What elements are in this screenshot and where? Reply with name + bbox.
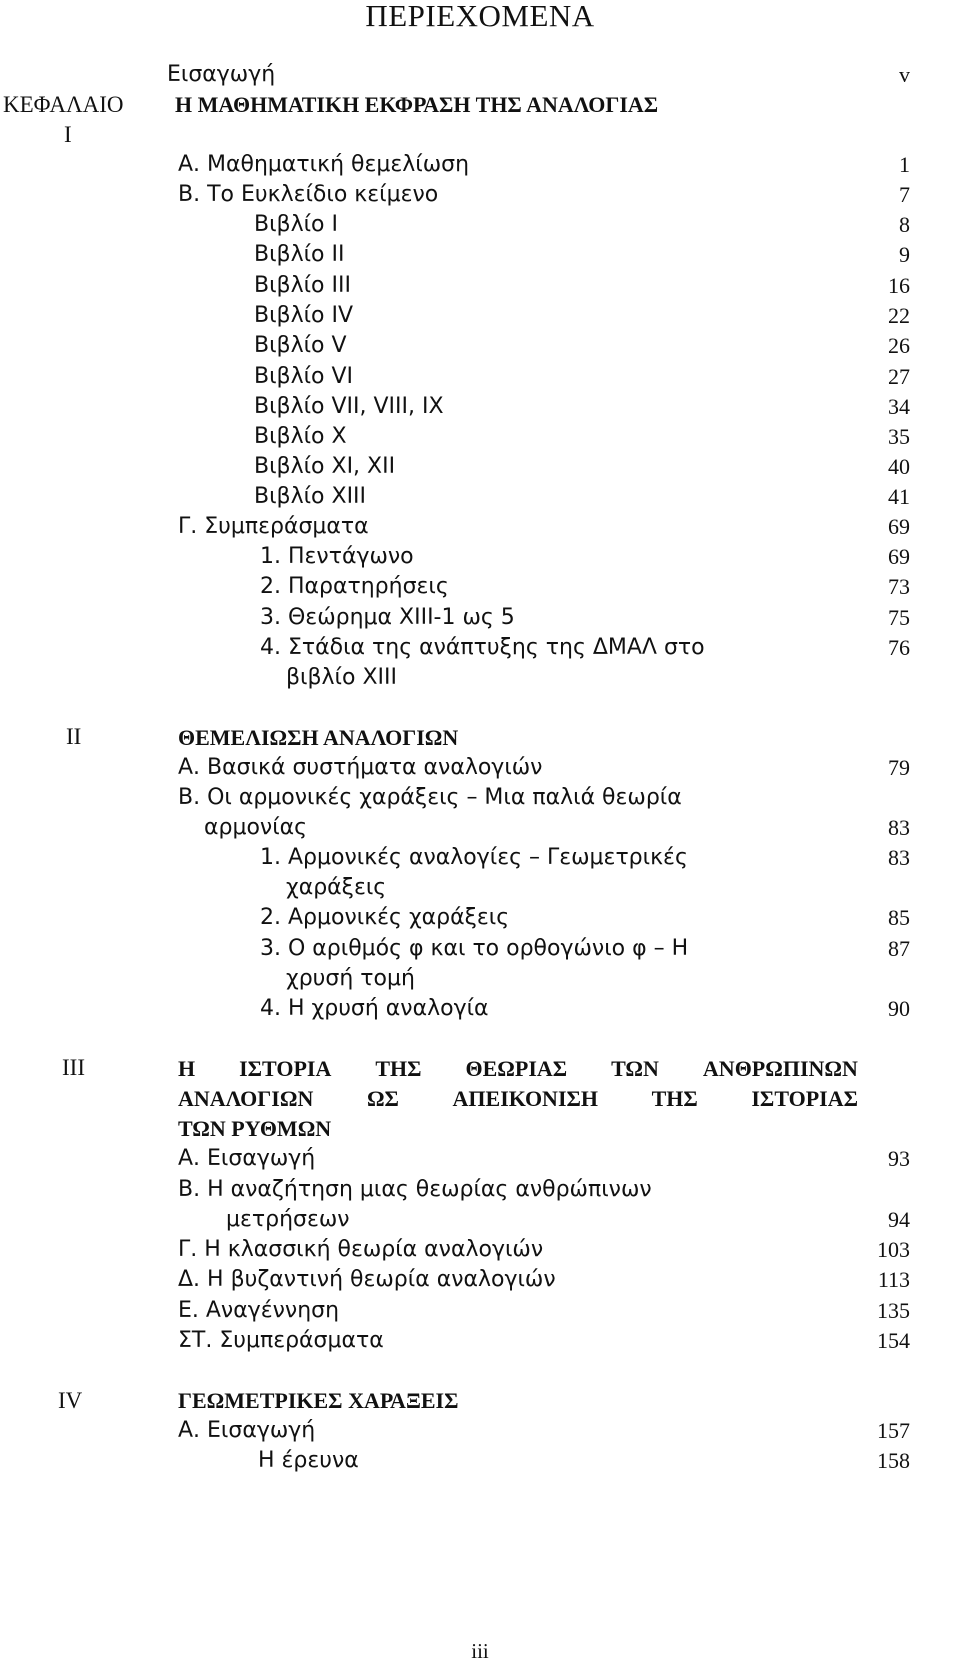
toc-entry: Βιβλίο ΧΙ, ΧΙΙ — [254, 454, 396, 479]
toc-entry: 4. Στάδια της ανάπτυξης της ΔΜΑΛ στο — [260, 635, 705, 660]
chapter-number: IV — [58, 1388, 83, 1413]
toc-entry: Βιβλίο VI — [254, 364, 354, 389]
toc-page: 90 — [888, 996, 910, 1021]
toc-entry: 3. Θεώρημα ΧΙΙΙ-1 ως 5 — [260, 605, 515, 630]
toc-page: 154 — [877, 1328, 910, 1353]
toc-page: 79 — [888, 755, 910, 780]
toc-page: 27 — [888, 364, 910, 389]
toc-entry: Β. Οι αρμονικές χαράξεις – Μια παλιά θεωρία — [178, 785, 682, 810]
title-word: ΩΣ — [366, 1086, 399, 1111]
chapter-title-line — [178, 1085, 858, 1113]
toc-entry: 1. Αρμονικές αναλογίες – Γεωμετρικές — [260, 845, 688, 870]
toc-page: 135 — [877, 1298, 910, 1323]
toc-entry: Βιβλίο Χ — [254, 424, 347, 449]
toc-page: 158 — [877, 1448, 910, 1473]
toc-entry: Η έρευνα — [258, 1448, 359, 1473]
toc-entry-continued: μετρήσεων — [226, 1207, 350, 1232]
toc-page: 83 — [888, 815, 910, 840]
toc-entry: Α. Εισαγωγή — [178, 1146, 316, 1171]
chapter-title-line: ΤΩΝ ΡΥΘΜΩΝ — [178, 1116, 332, 1141]
title-word: ΤΗΣ — [651, 1086, 698, 1111]
toc-entry-continued: βιβλίο ΧΙΙΙ — [286, 665, 397, 690]
title-word: ΤΩΝ — [611, 1056, 659, 1081]
toc-entry: Γ. Η κλασσική θεωρία αναλογιών — [178, 1237, 544, 1262]
chapter-title: Η ΜΑΘΗΜΑΤΙΚΗ ΕΚΦΡΑΣΗ ΤΗΣ ΑΝΑΛΟΓΙΑΣ — [175, 92, 659, 117]
chapter-title: ΓΕΩΜΕΤΡΙΚΕΣ ΧΑΡΑΞΕΙΣ — [178, 1388, 459, 1413]
toc-page: 76 — [888, 635, 910, 660]
toc-entry-intro: Εισαγωγή — [167, 62, 276, 87]
chapter-title-line — [178, 1055, 858, 1083]
toc-page-intro: v — [899, 62, 910, 87]
toc-entry: Α. Εισαγωγή — [178, 1418, 316, 1443]
toc-page: 22 — [888, 303, 910, 328]
toc-entry: Α. Βασικά συστήματα αναλογιών — [178, 755, 543, 780]
title-word: ΑΠΕΙΚΟΝΙΣΗ — [452, 1086, 599, 1111]
toc-entry: Ε. Αναγέννηση — [178, 1298, 340, 1323]
toc-entry: Βιβλίο Ι — [254, 212, 338, 237]
toc-entry: Βιβλίο V — [254, 333, 347, 358]
toc-page: 73 — [888, 574, 910, 599]
toc-page: 113 — [877, 1267, 910, 1292]
toc-page: 87 — [888, 936, 910, 961]
toc-page: 85 — [888, 905, 910, 930]
toc-page: 16 — [888, 273, 910, 298]
toc-entry: 2. Αρμονικές χαράξεις — [260, 905, 510, 930]
toc-entry-continued: αρμονίας — [204, 815, 308, 840]
title-word: ΑΝΑΛΟΓΙΩΝ — [178, 1086, 314, 1111]
toc-entry: Β. Το Ευκλείδιο κείμενο — [178, 182, 439, 207]
toc-page: 1 — [899, 152, 910, 177]
chapter-number: ΙΙ — [66, 724, 82, 749]
toc-page: 93 — [888, 1146, 910, 1171]
chapter-number: Ι — [64, 122, 72, 147]
toc-page: 26 — [888, 333, 910, 358]
toc-entry: 4. Η χρυσή αναλογία — [260, 996, 489, 1021]
toc-page: 69 — [888, 514, 910, 539]
page-title: ΠΕΡΙΕΧΟΜΕΝΑ — [365, 0, 595, 33]
title-word: ΙΣΤΟΡΙΑΣ — [751, 1086, 858, 1111]
toc-page: 8 — [899, 212, 910, 237]
toc-page: 83 — [888, 845, 910, 870]
toc-entry: Γ. Συμπεράσματα — [178, 514, 369, 539]
title-word: ΙΣΤΟΡΙΑ — [239, 1056, 332, 1081]
toc-page: 157 — [877, 1418, 910, 1443]
toc-entry: Βιβλίο IV — [254, 303, 354, 328]
chapter-number: ΙΙΙ — [62, 1055, 85, 1080]
toc-entry: 3. Ο αριθμός φ και το ορθογώνιο φ – Η — [260, 936, 689, 961]
toc-page: 9 — [899, 242, 910, 267]
toc-page: 35 — [888, 424, 910, 449]
toc-entry: 1. Πεντάγωνο — [260, 544, 414, 569]
toc-page: 103 — [877, 1237, 910, 1262]
toc-entry: Δ. Η βυζαντινή θεωρία αναλογιών — [178, 1267, 556, 1292]
toc-entry-continued: χρυσή τομή — [286, 966, 415, 991]
toc-page: 75 — [888, 605, 910, 630]
toc-page: 69 — [888, 544, 910, 569]
title-word: Η — [178, 1056, 196, 1081]
toc-page: 94 — [888, 1207, 910, 1232]
title-word: ΑΝΘΡΩΠΙΝΩΝ — [702, 1056, 858, 1081]
toc-entry: Βιβλίο ΙΙΙ — [254, 273, 351, 298]
toc-entry: ΣΤ. Συμπεράσματα — [178, 1328, 384, 1353]
toc-entry: Βιβλίο ΧΙΙΙ — [254, 484, 367, 509]
toc-page: 41 — [888, 484, 910, 509]
toc-page: 34 — [888, 394, 910, 419]
toc-page: 7 — [899, 182, 910, 207]
title-word: ΘΕΩΡΙΑΣ — [465, 1056, 568, 1081]
page-number-footer: iii — [471, 1639, 489, 1663]
toc-entry: Βιβλίο VII, VIII, IX — [254, 394, 444, 419]
toc-entry: Βιβλίο ΙΙ — [254, 242, 345, 267]
title-word: ΤΗΣ — [375, 1056, 422, 1081]
toc-entry: Β. Η αναζήτηση μιας θεωρίας ανθρώπινων — [178, 1177, 652, 1202]
chapter-title: ΘΕΜΕΛΙΩΣΗ ΑΝΑΛΟΓΙΩΝ — [178, 725, 459, 750]
toc-entry: 2. Παρατηρήσεις — [260, 574, 449, 599]
chapter-number: ΚΕΦΑΛΑΙΟ — [3, 92, 124, 117]
toc-page: 40 — [888, 454, 910, 479]
toc-entry: Α. Μαθηματική θεμελίωση — [178, 152, 470, 177]
toc-entry-continued: χαράξεις — [286, 875, 387, 900]
